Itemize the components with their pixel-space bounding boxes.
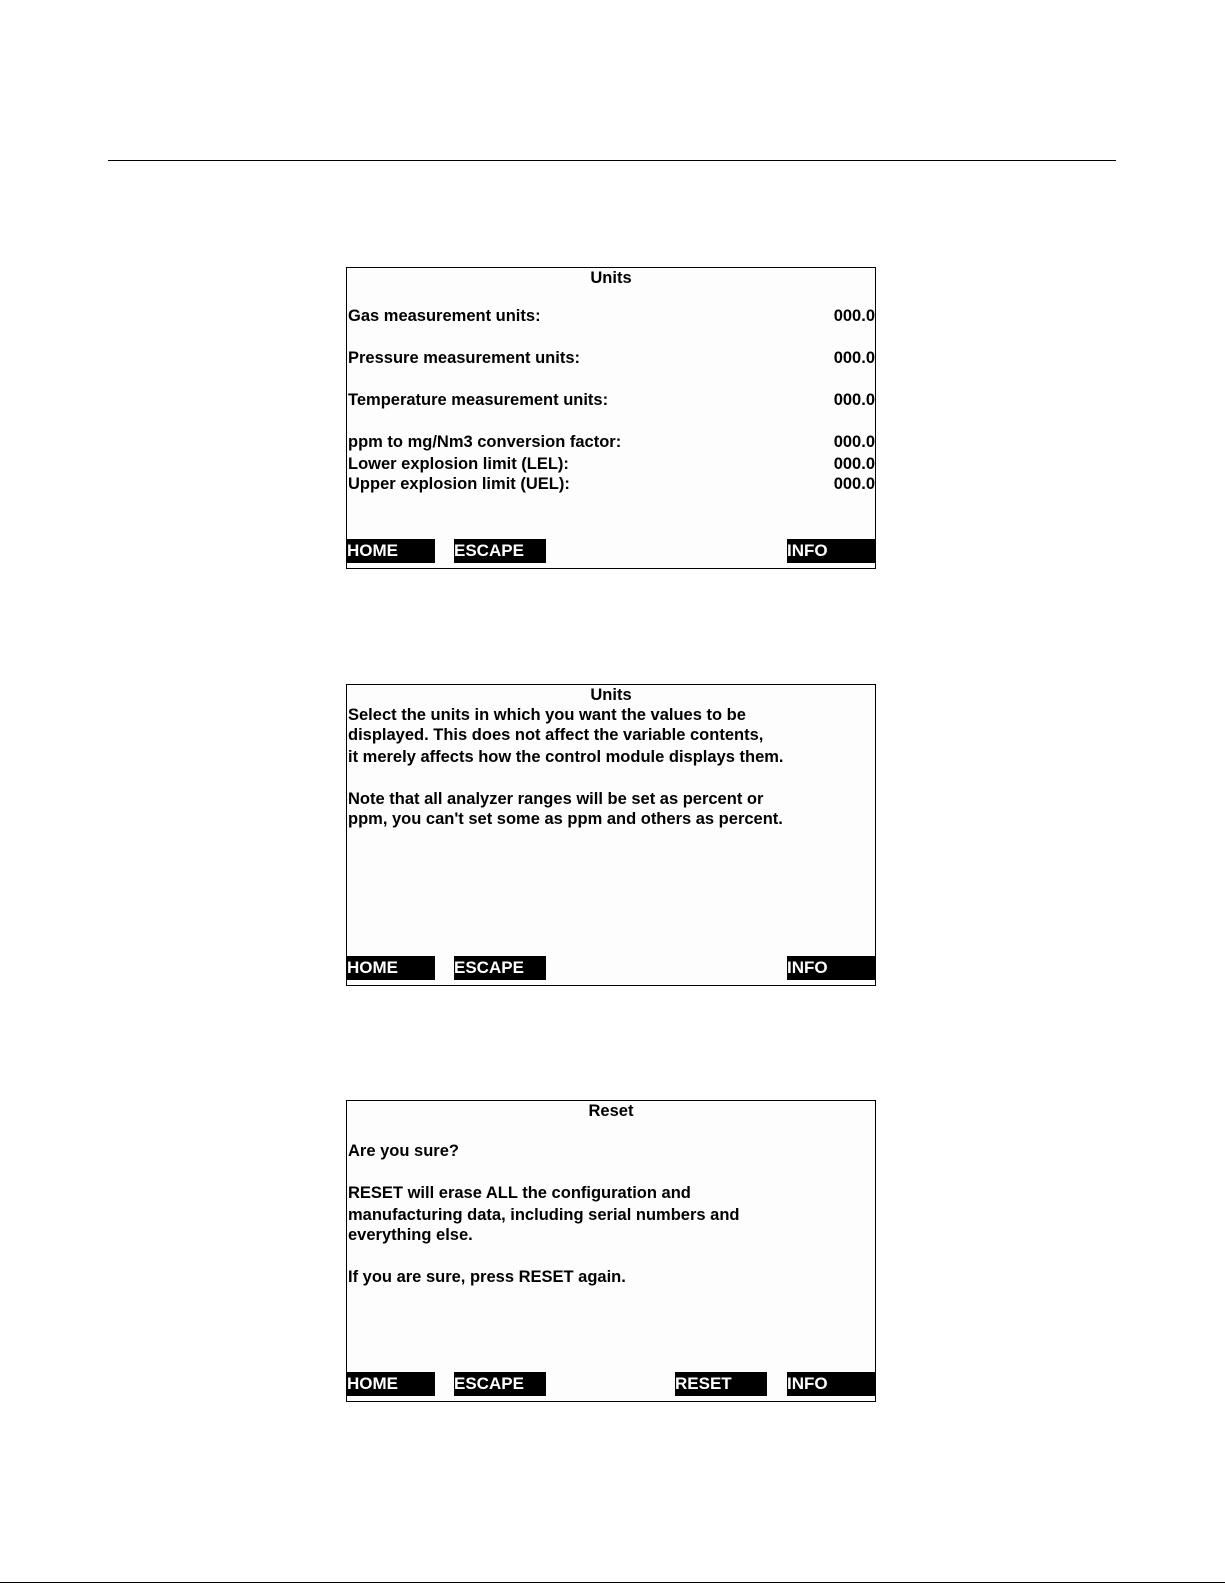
row-label: ppm to mg/Nm3 conversion factor:	[348, 433, 622, 451]
row-value: 000.0	[833, 349, 875, 367]
row-label: Gas measurement units:	[348, 307, 541, 325]
reset-button[interactable]: RESET	[675, 1372, 767, 1396]
info-text-line: Select the units in which you want the values to be	[348, 706, 746, 724]
escape-button[interactable]: ESCAPE	[454, 956, 546, 980]
info-text-line: displayed. This does not affect the variable contents,	[348, 726, 764, 744]
home-button[interactable]: HOME	[347, 956, 435, 980]
escape-button[interactable]: ESCAPE	[454, 1372, 546, 1396]
lel-row[interactable]	[348, 454, 875, 474]
row-value: 000.0	[833, 433, 875, 451]
confirm-question: Are you sure?	[348, 1142, 459, 1160]
row-label: Temperature measurement units:	[348, 391, 609, 409]
row-value: 000.0	[833, 455, 875, 473]
screen-title: Units	[590, 269, 632, 287]
temperature-units-row[interactable]	[348, 390, 875, 410]
units-settings-screen	[346, 267, 876, 569]
row-label: Upper explosion limit (UEL):	[348, 475, 570, 493]
home-button[interactable]: HOME	[347, 1372, 435, 1396]
row-value: 000.0	[833, 391, 875, 409]
info-button[interactable]: INFO	[787, 539, 875, 563]
instruction-text: If you are sure, press RESET again.	[348, 1268, 626, 1286]
row-label: Pressure measurement units:	[348, 349, 581, 367]
screen-title: Units	[590, 686, 632, 704]
page-bottom-rule	[0, 1582, 1225, 1583]
row-value: 000.0	[833, 475, 875, 493]
gas-units-row[interactable]	[348, 306, 875, 326]
row-label: Lower explosion limit (LEL):	[348, 455, 569, 473]
warning-text-line: everything else.	[348, 1226, 473, 1244]
page-top-rule	[108, 160, 1116, 161]
info-button[interactable]: INFO	[787, 956, 875, 980]
escape-button[interactable]: ESCAPE	[454, 539, 546, 563]
warning-text-line: manufacturing data, including serial numbers and	[348, 1206, 740, 1224]
reset-confirmation-screen	[346, 1100, 876, 1402]
row-value: 000.0	[833, 307, 875, 325]
home-button[interactable]: HOME	[347, 539, 435, 563]
conversion-factor-row[interactable]	[348, 432, 875, 452]
info-text-line: Note that all analyzer ranges will be set as percent or	[348, 790, 764, 808]
screen-title: Reset	[588, 1102, 634, 1120]
uel-row[interactable]	[348, 474, 875, 494]
units-info-screen	[346, 684, 876, 986]
info-text-line: ppm, you can't set some as ppm and others as percent.	[348, 810, 783, 828]
info-text-line: it merely affects how the control module displays them.	[348, 748, 784, 766]
warning-text-line: RESET will erase ALL the configuration and	[348, 1184, 691, 1202]
pressure-units-row[interactable]	[348, 348, 875, 368]
info-button[interactable]: INFO	[787, 1372, 875, 1396]
